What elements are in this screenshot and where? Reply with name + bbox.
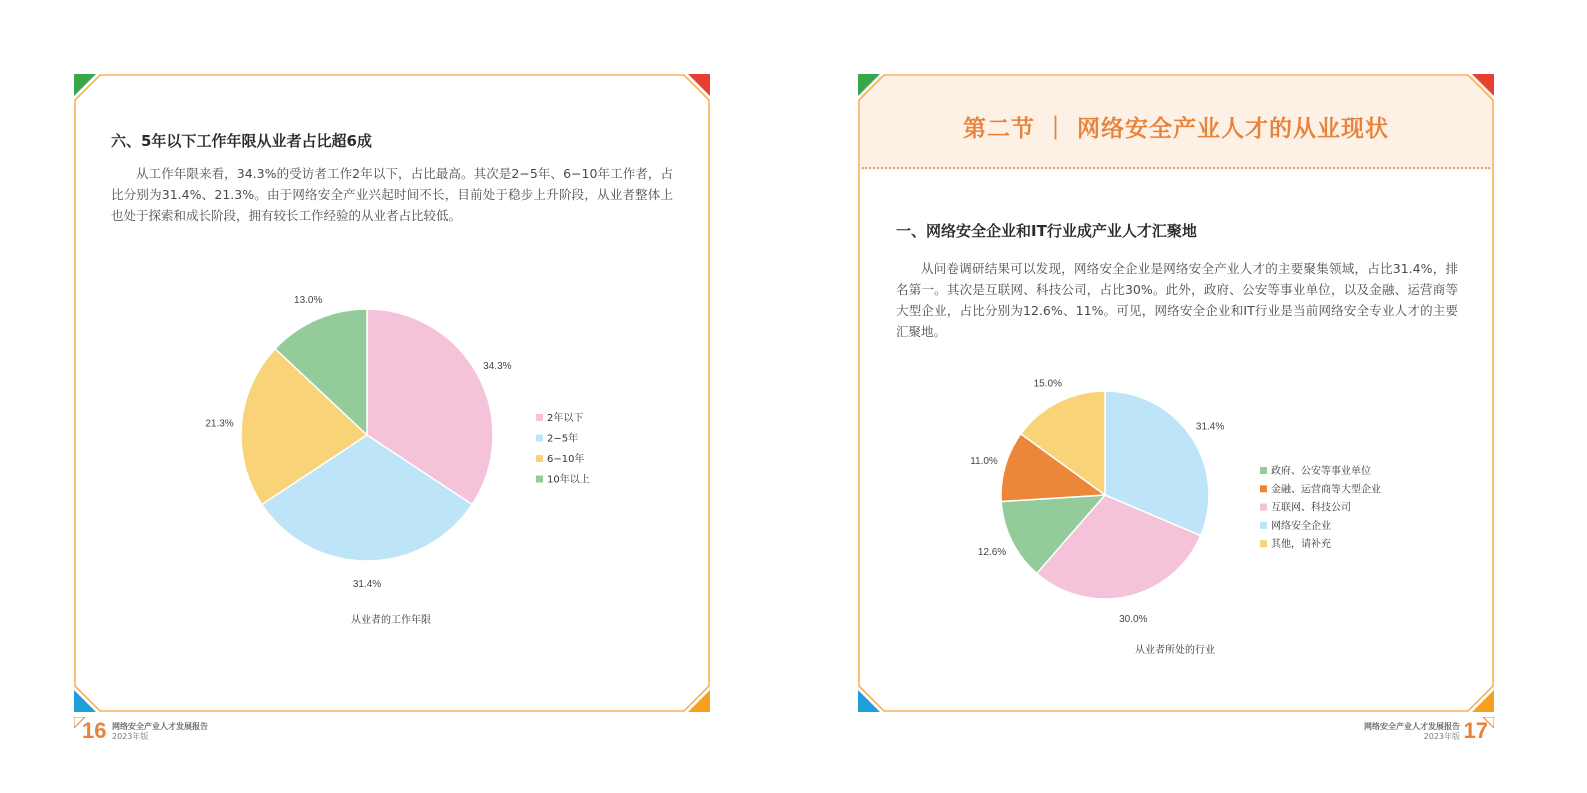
legend-swatch bbox=[536, 455, 543, 462]
corner-orange-triangle bbox=[1472, 690, 1494, 712]
corner-green-triangle bbox=[858, 74, 880, 96]
legend-label: 网络安全企业 bbox=[1271, 520, 1331, 532]
legend-label: 2−5年 bbox=[547, 433, 579, 445]
legend-label: 6−10年 bbox=[547, 454, 585, 465]
section-heading: 一、网络安全企业和IT行业成产业人才汇聚地 bbox=[896, 222, 1197, 240]
footer-edition: 2023年版 bbox=[1423, 732, 1460, 741]
legend-swatch bbox=[1260, 467, 1267, 474]
corner-green-triangle bbox=[74, 74, 96, 96]
slice-value-label: 31.4% bbox=[352, 579, 382, 590]
chart-caption: 从业者所处的行业 bbox=[1135, 645, 1215, 656]
legend-label: 10年以上 bbox=[547, 474, 590, 486]
legend-label: 互联网、科技公司 bbox=[1271, 502, 1351, 514]
legend-label: 2年以下 bbox=[547, 413, 584, 424]
slice-value-label: 21.3% bbox=[205, 418, 234, 430]
slice-value-label: 31.4% bbox=[1195, 421, 1225, 433]
section-title: 第二节 ｜ 网络安全产业人才的从业现状 bbox=[962, 116, 1389, 142]
body-paragraph: 从问卷调研结果可以发现，网络安全企业是网络安全产业人才的主要聚集领域，占比31.4%，排名第一。其次是互联网、科技公司，占比30%。此外，政府、公安等事业单位，以及金融、运营商等大型企业，占比分别为12.6%、11%。可见，网络安全企业和IT行业是当前网络安全专业人才的主要汇聚地。 bbox=[896, 261, 1458, 339]
pie-chart-work-years bbox=[174, 294, 614, 594]
legend-swatch bbox=[1260, 485, 1267, 492]
legend-swatch bbox=[1260, 504, 1267, 511]
chart-caption: 从业者的工作年限 bbox=[351, 615, 431, 626]
page-number: 16 bbox=[82, 718, 107, 743]
slice-value-label: 30.0% bbox=[1119, 613, 1148, 625]
legend-swatch bbox=[536, 435, 543, 442]
legend-label: 其他，请补充 bbox=[1271, 539, 1331, 551]
corner-red-triangle bbox=[688, 74, 710, 96]
corner-blue-triangle bbox=[858, 690, 880, 712]
page-number: 17 bbox=[1463, 718, 1488, 743]
legend-swatch bbox=[1260, 540, 1267, 547]
footer-report-title: 网络安全产业人才发展报告 bbox=[1364, 722, 1460, 731]
legend-swatch bbox=[536, 414, 543, 421]
corner-blue-triangle bbox=[74, 690, 96, 712]
slice-value-label: 11.0% bbox=[970, 455, 998, 467]
slice-value-label: 34.3% bbox=[483, 360, 512, 372]
footer-report-title: 网络安全产业人才发展报告 bbox=[112, 722, 208, 731]
legend-label: 金融、运营商等大型企业 bbox=[1271, 484, 1381, 496]
slice-value-label: 13.0% bbox=[294, 295, 323, 307]
legend-label: 政府、公安等事业单位 bbox=[1271, 466, 1371, 477]
footer-triangle-mark bbox=[1482, 717, 1494, 729]
pie-chart-industry bbox=[958, 374, 1398, 625]
left-page-panel bbox=[74, 74, 710, 712]
slice-value-label: 15.0% bbox=[1033, 378, 1062, 390]
right-page-panel bbox=[858, 74, 1494, 712]
corner-orange-triangle bbox=[688, 690, 710, 712]
body-paragraph: 从工作年限来看，34.3%的受访者工作2年以下，占比最高。其次是2−5年、6−10年工作者，占比分别为31.4%、21.3%。由于网络安全产业兴起时间不长，目前处于稳步上升阶段，从业者整体上也处于探索和成长阶段，拥有较长工作经验的从业者占比较低。 bbox=[111, 166, 673, 223]
slice-value-label: 12.6% bbox=[977, 546, 1007, 558]
legend-swatch bbox=[536, 476, 543, 483]
corner-red-triangle bbox=[1472, 74, 1494, 96]
section-heading: 六、5年以下工作年限从业者占比超6成 bbox=[111, 132, 372, 150]
footer-edition: 2023年版 bbox=[112, 732, 149, 741]
legend-swatch bbox=[1260, 522, 1267, 529]
